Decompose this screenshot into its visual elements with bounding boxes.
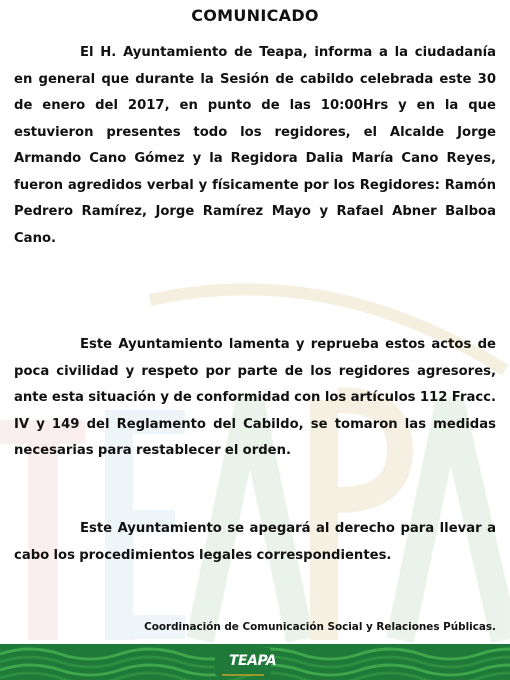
paragraph-2: Este Ayuntamiento lamenta y reprueba estos actos de poca civilidad y respeto por parte de los regidores agresores, ante esta situación y de conformidad con los artículos 112 Fracc. IV y 149 del Reglamento del Cabildo, se tomaron las medidas necesarias para restablecer el orden. — [14, 337, 496, 458]
teapa-logo: TEAPA — [229, 653, 277, 669]
paragraph-1: El H. Ayuntamiento de Teapa, informa a la ciudadanía en general que durante la Sesión de cabildo celebrada este 30 de enero del 2017, en punto de las 10:00Hrs y en la que estuvieron presentes todo los regidores, el Alcalde Jorge Armando Cano Gómez y la Regidora Dalia María Cano Reyes, fueron agredidos verbal y físicamente por los Regidores: Ramón Pedrero Ramírez, Jorge Ramírez Mayo y Rafael Abner Balboa Cano. — [14, 45, 496, 246]
document-title: COMUNICADO — [191, 6, 319, 25]
signature-line: Coordinación de Comunicación Social y Relaciones Públicas. — [144, 621, 496, 633]
paragraph-3: Este Ayuntamiento se apegará al derecho para llevar a cabo los procedimientos legales correspondientes. — [14, 521, 496, 563]
